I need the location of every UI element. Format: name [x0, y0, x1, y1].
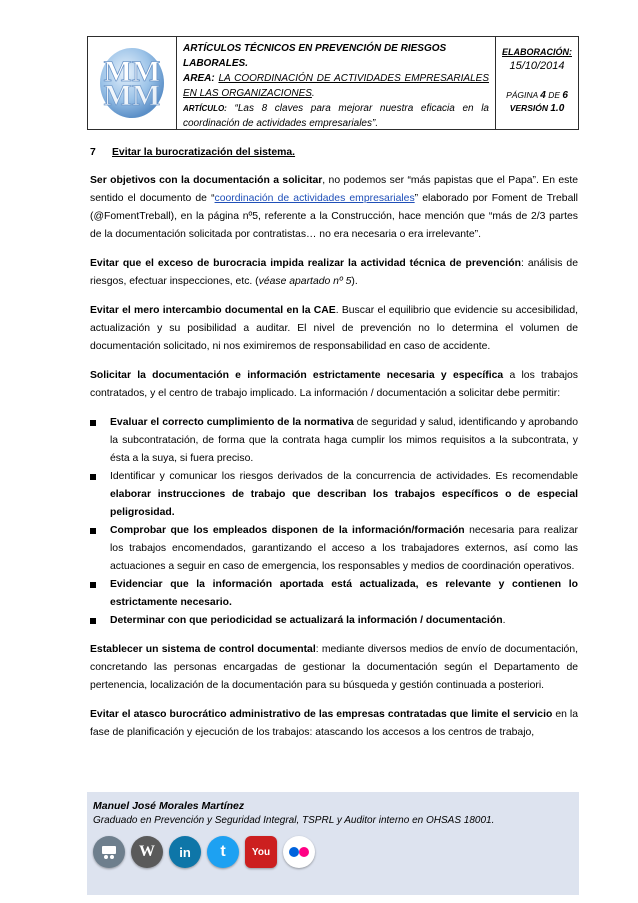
twitter-icon[interactable]: t: [207, 836, 239, 868]
page-indicator: PÁGINA 4 DE 6: [506, 90, 568, 101]
mm-logo: [97, 45, 167, 121]
list-item: Identificar y comunicar los riesgos derivados de la concurrencia de actividades. Es recomendable elaborar instrucciones de trabajo que describan los trabajos específicos o de especial peligrosidad.: [90, 468, 578, 522]
slideshare-icon[interactable]: [93, 836, 125, 868]
paragraph-objetivos: Ser objetivos con la documentación a solicitar, no podemos ser “más papistas que el Papa”. En este sentido el documento de “coordinación de actividades empresariales” elaborado por Foment de Treball (@FomentTreball), en la página nº5, referente a la Construcción, hace mención que “más de 2/3 partes de la documentación solicitada por contratistas… no era necesaria o era irrelevante”.: [90, 175, 579, 240]
author-credentials: Graduado en Prevención y Seguridad Integral, TSPRL y Auditor interno en OHSAS 18001.: [93, 815, 495, 826]
header-info: [177, 37, 496, 129]
header-title: ARTÍCULOS TÉCNICOS EN PREVENCIÓN DE RIESGOS LABORALES.: [183, 43, 447, 69]
wordpress-icon[interactable]: W: [131, 836, 163, 868]
article-body: [90, 144, 578, 753]
list-item: Evidenciar que la información aportada está actualizada, es relevante y contienen lo estrictamente necesario.: [90, 576, 578, 612]
version-indicator: VERSIÓN 1.0: [509, 103, 565, 114]
author-name: Manuel José Morales Martínez: [93, 800, 245, 812]
paragraph-atasco: Evitar el atasco burocrático administrativo de las empresas contratadas que limite el servicio en la fase de planificación y ejecución de los trabajos: atascando los accesos a los centros de trabajo,: [90, 709, 578, 738]
bullet-icon: [90, 528, 96, 534]
header-table: [87, 36, 579, 130]
youtube-icon[interactable]: You: [245, 836, 277, 868]
paragraph-control: Establecer un sistema de control documental: mediante diversos medios de envío de documentación, concretando las personas encargadas de gestionar la documentación según el Departamento de pertenencia, localización de la documentación para su búsqueda y gestión continuada a posteriori.: [90, 644, 578, 691]
bullet-icon: [90, 582, 96, 588]
coordinacion-link[interactable]: coordinación de actividades empresariales: [214, 193, 415, 204]
svg-text:MM: MM: [103, 55, 161, 88]
paragraph-burocracia: Evitar que el exceso de burocracia impida realizar la actividad técnica de prevención: análisis de riesgos, efectuar inspecciones, etc. (véase apartado nº 5).: [90, 258, 578, 287]
svg-text:MM: MM: [103, 79, 161, 112]
header-area: AREA: LA COORDINACIÓN DE ACTIVIDADES EMPRESARIALES EN LAS ORGANIZACIONES.: [183, 73, 489, 99]
linkedin-icon[interactable]: in: [169, 836, 201, 868]
logo-cell: [88, 37, 177, 129]
paragraph-solicitar: Solicitar la documentación e información estrictamente necesaria y específica a los trabajos contratados, y el centro de trabajo implicado. La información / documentación a solicitar debe permitir:: [90, 370, 578, 399]
bullet-icon: [90, 420, 96, 426]
elaboracion-date: 15/10/2014: [509, 60, 565, 72]
section-heading: 7 Evitar la burocratización del sistema.: [90, 147, 296, 158]
list-item: Comprobar que los empleados disponen de la información/formación necesaria para realizar los trabajos encomendados, garantizando el acceso a los trabajadores externos, así como las actuaciones a seguir en caso de emergencia, los responsables y medios de coordinación operativos.: [90, 522, 578, 576]
header-meta: [496, 37, 578, 129]
elaboracion-label: ELABORACIÓN:: [502, 47, 572, 57]
bullet-icon: [90, 618, 96, 624]
list-item: Evaluar el correcto cumplimiento de la normativa de seguridad y salud, identificando y aprobando la subcontratación, de forma que la contrata haga cumplir los mimos requisitos a la subcontrata, y ésta a la suya, si fuera preciso.: [90, 414, 578, 468]
social-icons: [87, 826, 579, 868]
requirements-list: [90, 414, 578, 630]
footer: [87, 792, 579, 895]
flickr-icon[interactable]: [283, 836, 315, 868]
list-item: Determinar con que periodicidad se actualizará la información / documentación.: [90, 612, 578, 630]
header-article: ARTÍCULO: “Las 8 claves para mejorar nuestra eficacia en la coordinación de actividades empresariales”.: [183, 103, 489, 129]
bullet-icon: [90, 474, 96, 480]
paragraph-intercambio: Evitar el mero intercambio documental en la CAE. Buscar el equilibrio que evidencie su accesibilidad, actualización y su posibilidad a auditar. El nivel de prevención no lo determina el volumen de documentación solicitado, ni nos eximiremos de responsabilidad en caso de accidente.: [90, 305, 578, 352]
